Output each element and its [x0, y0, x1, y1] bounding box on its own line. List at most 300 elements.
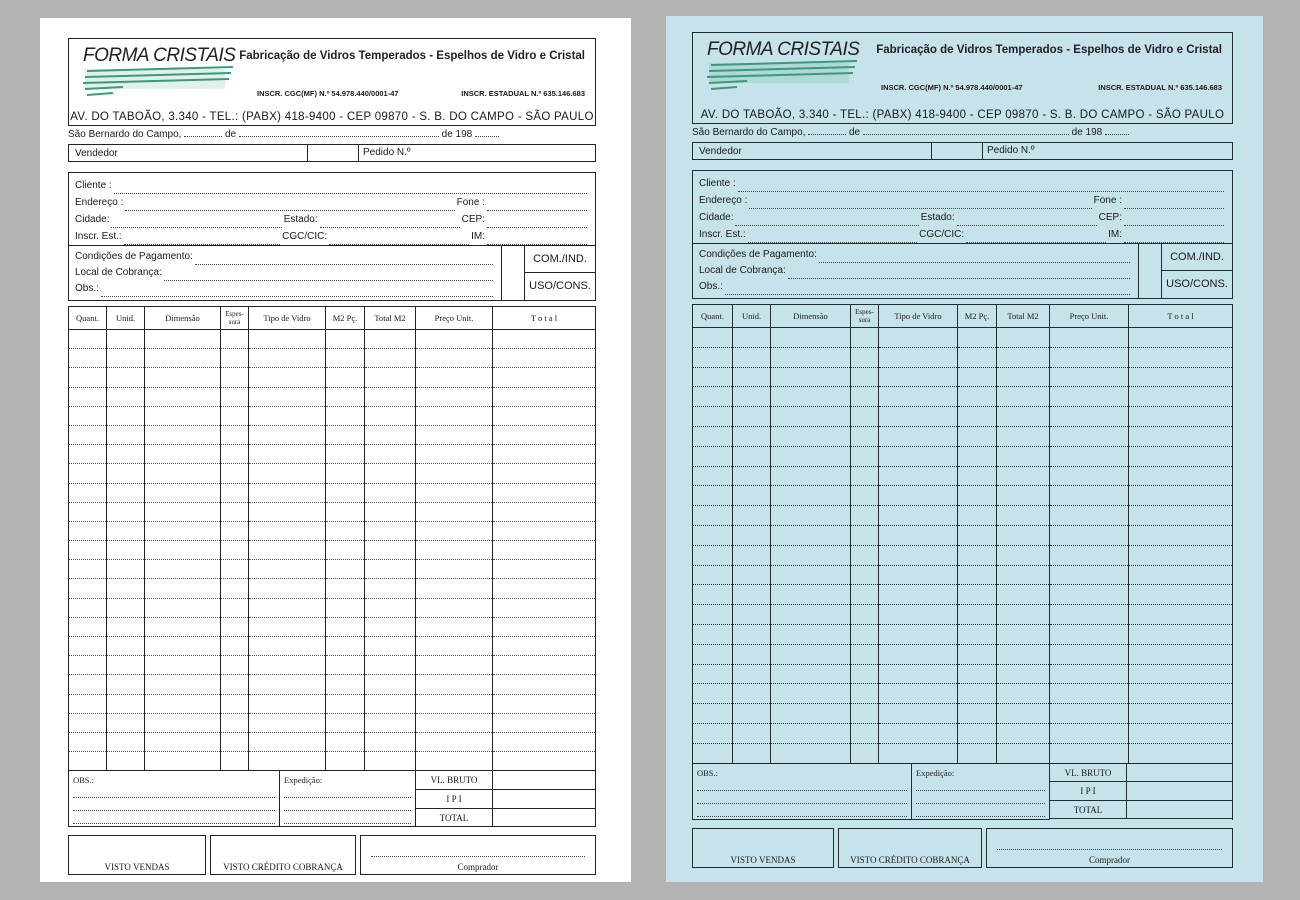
- table-cell[interactable]: [107, 330, 145, 349]
- table-cell[interactable]: [851, 407, 879, 427]
- table-cell[interactable]: [69, 330, 107, 349]
- table-cell[interactable]: [69, 694, 107, 713]
- table-cell[interactable]: [771, 743, 851, 763]
- table-cell[interactable]: [493, 330, 596, 349]
- table-cell[interactable]: [416, 675, 493, 694]
- table-cell[interactable]: [249, 406, 326, 425]
- table-cell[interactable]: [145, 541, 221, 560]
- table-cell[interactable]: [145, 502, 221, 521]
- year-field[interactable]: [475, 126, 499, 137]
- table-cell[interactable]: [249, 732, 326, 751]
- table-cell[interactable]: [958, 446, 997, 466]
- table-cell[interactable]: [249, 656, 326, 675]
- table-cell[interactable]: [249, 675, 326, 694]
- table-cell[interactable]: [1050, 525, 1129, 545]
- table-cell[interactable]: [69, 464, 107, 483]
- table-cell[interactable]: [771, 486, 851, 506]
- table-cell[interactable]: [416, 713, 493, 732]
- table-cell[interactable]: [326, 694, 365, 713]
- table-cell[interactable]: [851, 387, 879, 407]
- table-cell[interactable]: [493, 617, 596, 636]
- table-cell[interactable]: [326, 598, 365, 617]
- table-cell[interactable]: [1129, 347, 1233, 367]
- table-cell[interactable]: [879, 426, 958, 446]
- table-cell[interactable]: [851, 446, 879, 466]
- table-cell[interactable]: [851, 347, 879, 367]
- table-cell[interactable]: [365, 560, 416, 579]
- table-cell[interactable]: [958, 466, 997, 486]
- table-cell[interactable]: [1129, 664, 1233, 684]
- table-cell[interactable]: [365, 464, 416, 483]
- table-cell[interactable]: [221, 483, 249, 502]
- table-cell[interactable]: [221, 464, 249, 483]
- table-cell[interactable]: [493, 521, 596, 540]
- table-cell[interactable]: [365, 752, 416, 771]
- table-cell[interactable]: [1050, 486, 1129, 506]
- table-cell[interactable]: [851, 624, 879, 644]
- local-row[interactable]: [75, 265, 495, 281]
- table-cell[interactable]: [107, 637, 145, 656]
- table-cell[interactable]: [997, 486, 1050, 506]
- table-cell[interactable]: [493, 656, 596, 675]
- table-cell[interactable]: [221, 521, 249, 540]
- table-cell[interactable]: [997, 426, 1050, 446]
- table-cell[interactable]: [1129, 387, 1233, 407]
- table-cell[interactable]: [107, 732, 145, 751]
- table-cell[interactable]: [958, 624, 997, 644]
- table-cell[interactable]: [1050, 743, 1129, 763]
- table-cell[interactable]: [997, 723, 1050, 743]
- table-cell[interactable]: [69, 752, 107, 771]
- endereco-row[interactable]: [75, 194, 589, 211]
- table-cell[interactable]: [416, 406, 493, 425]
- table-cell[interactable]: [997, 545, 1050, 565]
- footer-obs[interactable]: [68, 771, 280, 827]
- table-cell[interactable]: [771, 367, 851, 387]
- table-cell[interactable]: [958, 664, 997, 684]
- table-cell[interactable]: [326, 675, 365, 694]
- table-cell[interactable]: [997, 525, 1050, 545]
- table-cell[interactable]: [771, 328, 851, 348]
- table-cell[interactable]: [69, 598, 107, 617]
- table-cell[interactable]: [221, 617, 249, 636]
- table-cell[interactable]: [221, 656, 249, 675]
- table-cell[interactable]: [958, 426, 997, 446]
- table-cell[interactable]: [69, 579, 107, 598]
- table-cell[interactable]: [145, 425, 221, 444]
- table-cell[interactable]: [997, 466, 1050, 486]
- table-cell[interactable]: [1129, 328, 1233, 348]
- table-cell[interactable]: [997, 585, 1050, 605]
- table-cell[interactable]: [107, 406, 145, 425]
- table-cell[interactable]: [958, 367, 997, 387]
- table-cell[interactable]: [69, 445, 107, 464]
- table-cell[interactable]: [693, 585, 733, 605]
- visto-credito-box[interactable]: [838, 828, 982, 868]
- table-cell[interactable]: [693, 347, 733, 367]
- table-cell[interactable]: [493, 502, 596, 521]
- table-cell[interactable]: [326, 387, 365, 406]
- table-cell[interactable]: [1050, 407, 1129, 427]
- table-cell[interactable]: [145, 445, 221, 464]
- table-cell[interactable]: [493, 349, 596, 368]
- table-cell[interactable]: [69, 521, 107, 540]
- table-cell[interactable]: [879, 704, 958, 724]
- table-cell[interactable]: [693, 466, 733, 486]
- table-cell[interactable]: [493, 732, 596, 751]
- table-cell[interactable]: [107, 752, 145, 771]
- visto-credito-box[interactable]: [210, 835, 356, 875]
- table-cell[interactable]: [365, 483, 416, 502]
- table-cell[interactable]: [997, 605, 1050, 625]
- table-cell[interactable]: [1129, 426, 1233, 446]
- table-cell[interactable]: [733, 723, 771, 743]
- table-cell[interactable]: [1129, 743, 1233, 763]
- table-cell[interactable]: [69, 425, 107, 444]
- table-cell[interactable]: [69, 637, 107, 656]
- table-cell[interactable]: [997, 644, 1050, 664]
- table-cell[interactable]: [145, 656, 221, 675]
- table-cell[interactable]: [997, 664, 1050, 684]
- table-cell[interactable]: [493, 445, 596, 464]
- table-cell[interactable]: [771, 664, 851, 684]
- table-cell[interactable]: [879, 525, 958, 545]
- table-cell[interactable]: [1050, 426, 1129, 446]
- table-cell[interactable]: [1129, 684, 1233, 704]
- table-cell[interactable]: [145, 617, 221, 636]
- table-cell[interactable]: [107, 425, 145, 444]
- table-cell[interactable]: [1129, 506, 1233, 526]
- table-cell[interactable]: [249, 349, 326, 368]
- table-cell[interactable]: [365, 521, 416, 540]
- table-cell[interactable]: [733, 704, 771, 724]
- table-cell[interactable]: [493, 598, 596, 617]
- table-cell[interactable]: [879, 328, 958, 348]
- table-cell[interactable]: [221, 732, 249, 751]
- table-cell[interactable]: [249, 445, 326, 464]
- table-cell[interactable]: [733, 486, 771, 506]
- table-cell[interactable]: [693, 723, 733, 743]
- table-cell[interactable]: [493, 637, 596, 656]
- table-cell[interactable]: [365, 502, 416, 521]
- table-cell[interactable]: [851, 605, 879, 625]
- table-cell[interactable]: [249, 483, 326, 502]
- table-cell[interactable]: [693, 525, 733, 545]
- table-cell[interactable]: [958, 387, 997, 407]
- table-cell[interactable]: [221, 330, 249, 349]
- table-cell[interactable]: [1050, 545, 1129, 565]
- day-field[interactable]: [808, 124, 846, 135]
- table-cell[interactable]: [249, 521, 326, 540]
- category-checkbox-column[interactable]: [1138, 244, 1161, 298]
- table-cell[interactable]: [879, 585, 958, 605]
- table-cell[interactable]: [1050, 723, 1129, 743]
- table-cell[interactable]: [1050, 704, 1129, 724]
- table-cell[interactable]: [145, 752, 221, 771]
- table-cell[interactable]: [851, 506, 879, 526]
- table-cell[interactable]: [879, 347, 958, 367]
- table-cell[interactable]: [145, 732, 221, 751]
- table-cell[interactable]: [733, 466, 771, 486]
- footer-expedicao[interactable]: [280, 771, 416, 827]
- table-cell[interactable]: [851, 704, 879, 724]
- condicoes-row[interactable]: [699, 247, 1132, 263]
- table-cell[interactable]: [879, 407, 958, 427]
- table-cell[interactable]: [107, 464, 145, 483]
- table-cell[interactable]: [365, 694, 416, 713]
- table-cell[interactable]: [1050, 684, 1129, 704]
- table-cell[interactable]: [107, 579, 145, 598]
- table-cell[interactable]: [145, 521, 221, 540]
- table-cell[interactable]: [733, 624, 771, 644]
- table-cell[interactable]: [997, 387, 1050, 407]
- comprador-box[interactable]: [360, 835, 596, 875]
- table-cell[interactable]: [1129, 446, 1233, 466]
- table-cell[interactable]: [365, 330, 416, 349]
- table-cell[interactable]: [416, 464, 493, 483]
- table-cell[interactable]: [693, 387, 733, 407]
- table-cell[interactable]: [879, 545, 958, 565]
- table-cell[interactable]: [958, 328, 997, 348]
- table-cell[interactable]: [416, 732, 493, 751]
- table-cell[interactable]: [693, 664, 733, 684]
- table-cell[interactable]: [733, 585, 771, 605]
- table-cell[interactable]: [416, 502, 493, 521]
- table-cell[interactable]: [221, 349, 249, 368]
- table-cell[interactable]: [416, 752, 493, 771]
- table-cell[interactable]: [493, 387, 596, 406]
- table-cell[interactable]: [733, 605, 771, 625]
- table-cell[interactable]: [326, 579, 365, 598]
- table-cell[interactable]: [851, 743, 879, 763]
- table-cell[interactable]: [1050, 565, 1129, 585]
- table-cell[interactable]: [221, 502, 249, 521]
- table-cell[interactable]: [145, 713, 221, 732]
- table-cell[interactable]: [107, 675, 145, 694]
- table-cell[interactable]: [733, 367, 771, 387]
- table-cell[interactable]: [365, 617, 416, 636]
- table-cell[interactable]: [326, 502, 365, 521]
- table-cell[interactable]: [733, 387, 771, 407]
- table-cell[interactable]: [365, 637, 416, 656]
- table-cell[interactable]: [493, 406, 596, 425]
- table-cell[interactable]: [771, 605, 851, 625]
- table-cell[interactable]: [249, 694, 326, 713]
- table-cell[interactable]: [221, 541, 249, 560]
- table-cell[interactable]: [958, 585, 997, 605]
- table-cell[interactable]: [771, 644, 851, 664]
- table-cell[interactable]: [365, 675, 416, 694]
- table-cell[interactable]: [107, 617, 145, 636]
- table-cell[interactable]: [771, 565, 851, 585]
- table-cell[interactable]: [958, 704, 997, 724]
- table-cell[interactable]: [997, 684, 1050, 704]
- table-cell[interactable]: [416, 521, 493, 540]
- table-cell[interactable]: [326, 560, 365, 579]
- table-cell[interactable]: [997, 347, 1050, 367]
- year-field[interactable]: [1105, 124, 1129, 135]
- com-ind-option[interactable]: COM./IND.: [525, 246, 595, 273]
- table-cell[interactable]: [326, 732, 365, 751]
- table-cell[interactable]: [145, 675, 221, 694]
- table-cell[interactable]: [693, 704, 733, 724]
- table-cell[interactable]: [145, 368, 221, 387]
- table-cell[interactable]: [249, 387, 326, 406]
- table-cell[interactable]: [145, 483, 221, 502]
- table-cell[interactable]: [693, 486, 733, 506]
- table-cell[interactable]: [326, 713, 365, 732]
- table-cell[interactable]: [107, 656, 145, 675]
- table-cell[interactable]: [693, 367, 733, 387]
- table-cell[interactable]: [1129, 525, 1233, 545]
- table-cell[interactable]: [879, 743, 958, 763]
- ipi-row[interactable]: [1050, 782, 1232, 801]
- table-cell[interactable]: [851, 525, 879, 545]
- table-cell[interactable]: [493, 425, 596, 444]
- table-cell[interactable]: [69, 656, 107, 675]
- footer-expedicao[interactable]: [912, 764, 1050, 820]
- table-cell[interactable]: [107, 483, 145, 502]
- table-cell[interactable]: [733, 426, 771, 446]
- table-cell[interactable]: [493, 368, 596, 387]
- table-cell[interactable]: [326, 445, 365, 464]
- table-cell[interactable]: [249, 425, 326, 444]
- table-cell[interactable]: [145, 406, 221, 425]
- table-cell[interactable]: [326, 637, 365, 656]
- table-cell[interactable]: [107, 368, 145, 387]
- total-row[interactable]: [416, 809, 595, 828]
- local-row[interactable]: [699, 263, 1132, 279]
- table-cell[interactable]: [958, 407, 997, 427]
- category-checkbox-column[interactable]: [501, 246, 524, 300]
- table-cell[interactable]: [493, 752, 596, 771]
- table-cell[interactable]: [958, 565, 997, 585]
- table-cell[interactable]: [145, 330, 221, 349]
- table-cell[interactable]: [958, 347, 997, 367]
- table-cell[interactable]: [997, 446, 1050, 466]
- table-cell[interactable]: [416, 637, 493, 656]
- table-cell[interactable]: [145, 637, 221, 656]
- table-cell[interactable]: [879, 466, 958, 486]
- table-cell[interactable]: [1129, 605, 1233, 625]
- table-cell[interactable]: [365, 406, 416, 425]
- ipi-row[interactable]: [416, 790, 595, 809]
- pedido-field[interactable]: [983, 142, 1232, 160]
- table-cell[interactable]: [249, 368, 326, 387]
- table-cell[interactable]: [249, 752, 326, 771]
- table-cell[interactable]: [145, 694, 221, 713]
- inscr-row[interactable]: [75, 228, 589, 245]
- table-cell[interactable]: [416, 349, 493, 368]
- table-cell[interactable]: [879, 684, 958, 704]
- table-cell[interactable]: [997, 743, 1050, 763]
- table-cell[interactable]: [771, 525, 851, 545]
- table-cell[interactable]: [1050, 367, 1129, 387]
- table-cell[interactable]: [1129, 644, 1233, 664]
- table-cell[interactable]: [879, 723, 958, 743]
- table-cell[interactable]: [107, 694, 145, 713]
- table-cell[interactable]: [693, 644, 733, 664]
- table-cell[interactable]: [69, 675, 107, 694]
- table-cell[interactable]: [693, 426, 733, 446]
- table-cell[interactable]: [221, 368, 249, 387]
- table-cell[interactable]: [69, 502, 107, 521]
- inscr-row[interactable]: [699, 226, 1226, 243]
- endereco-row[interactable]: [699, 192, 1226, 209]
- visto-vendas-box[interactable]: [692, 828, 834, 868]
- table-cell[interactable]: [493, 694, 596, 713]
- table-cell[interactable]: [416, 483, 493, 502]
- table-cell[interactable]: [851, 486, 879, 506]
- table-cell[interactable]: [365, 598, 416, 617]
- table-cell[interactable]: [326, 521, 365, 540]
- table-cell[interactable]: [249, 713, 326, 732]
- table-cell[interactable]: [879, 486, 958, 506]
- table-cell[interactable]: [221, 713, 249, 732]
- table-cell[interactable]: [69, 560, 107, 579]
- table-cell[interactable]: [771, 446, 851, 466]
- table-cell[interactable]: [69, 541, 107, 560]
- table-cell[interactable]: [733, 644, 771, 664]
- table-cell[interactable]: [493, 541, 596, 560]
- table-cell[interactable]: [733, 347, 771, 367]
- table-cell[interactable]: [1129, 624, 1233, 644]
- table-cell[interactable]: [771, 347, 851, 367]
- table-cell[interactable]: [145, 464, 221, 483]
- table-cell[interactable]: [1129, 407, 1233, 427]
- table-cell[interactable]: [107, 560, 145, 579]
- table-cell[interactable]: [879, 387, 958, 407]
- table-cell[interactable]: [221, 387, 249, 406]
- table-cell[interactable]: [365, 732, 416, 751]
- table-cell[interactable]: [416, 617, 493, 636]
- table-cell[interactable]: [107, 502, 145, 521]
- table-cell[interactable]: [1050, 328, 1129, 348]
- table-cell[interactable]: [326, 617, 365, 636]
- table-cell[interactable]: [326, 483, 365, 502]
- table-cell[interactable]: [493, 483, 596, 502]
- table-cell[interactable]: [958, 525, 997, 545]
- table-cell[interactable]: [1129, 565, 1233, 585]
- table-cell[interactable]: [771, 506, 851, 526]
- vendedor-code-field[interactable]: [932, 143, 983, 159]
- table-cell[interactable]: [365, 445, 416, 464]
- table-cell[interactable]: [879, 506, 958, 526]
- table-cell[interactable]: [69, 387, 107, 406]
- table-cell[interactable]: [69, 617, 107, 636]
- table-cell[interactable]: [493, 675, 596, 694]
- table-cell[interactable]: [326, 541, 365, 560]
- table-cell[interactable]: [771, 545, 851, 565]
- table-cell[interactable]: [365, 713, 416, 732]
- table-cell[interactable]: [365, 656, 416, 675]
- table-cell[interactable]: [958, 486, 997, 506]
- table-cell[interactable]: [493, 579, 596, 598]
- table-cell[interactable]: [1129, 723, 1233, 743]
- table-cell[interactable]: [1129, 486, 1233, 506]
- table-cell[interactable]: [958, 684, 997, 704]
- table-cell[interactable]: [1050, 387, 1129, 407]
- table-cell[interactable]: [416, 445, 493, 464]
- uso-cons-option[interactable]: USO/CONS.: [529, 280, 591, 292]
- table-cell[interactable]: [771, 466, 851, 486]
- table-cell[interactable]: [249, 560, 326, 579]
- table-cell[interactable]: [249, 541, 326, 560]
- table-cell[interactable]: [365, 387, 416, 406]
- table-cell[interactable]: [879, 664, 958, 684]
- vl-bruto-row[interactable]: [416, 771, 595, 790]
- table-cell[interactable]: [693, 565, 733, 585]
